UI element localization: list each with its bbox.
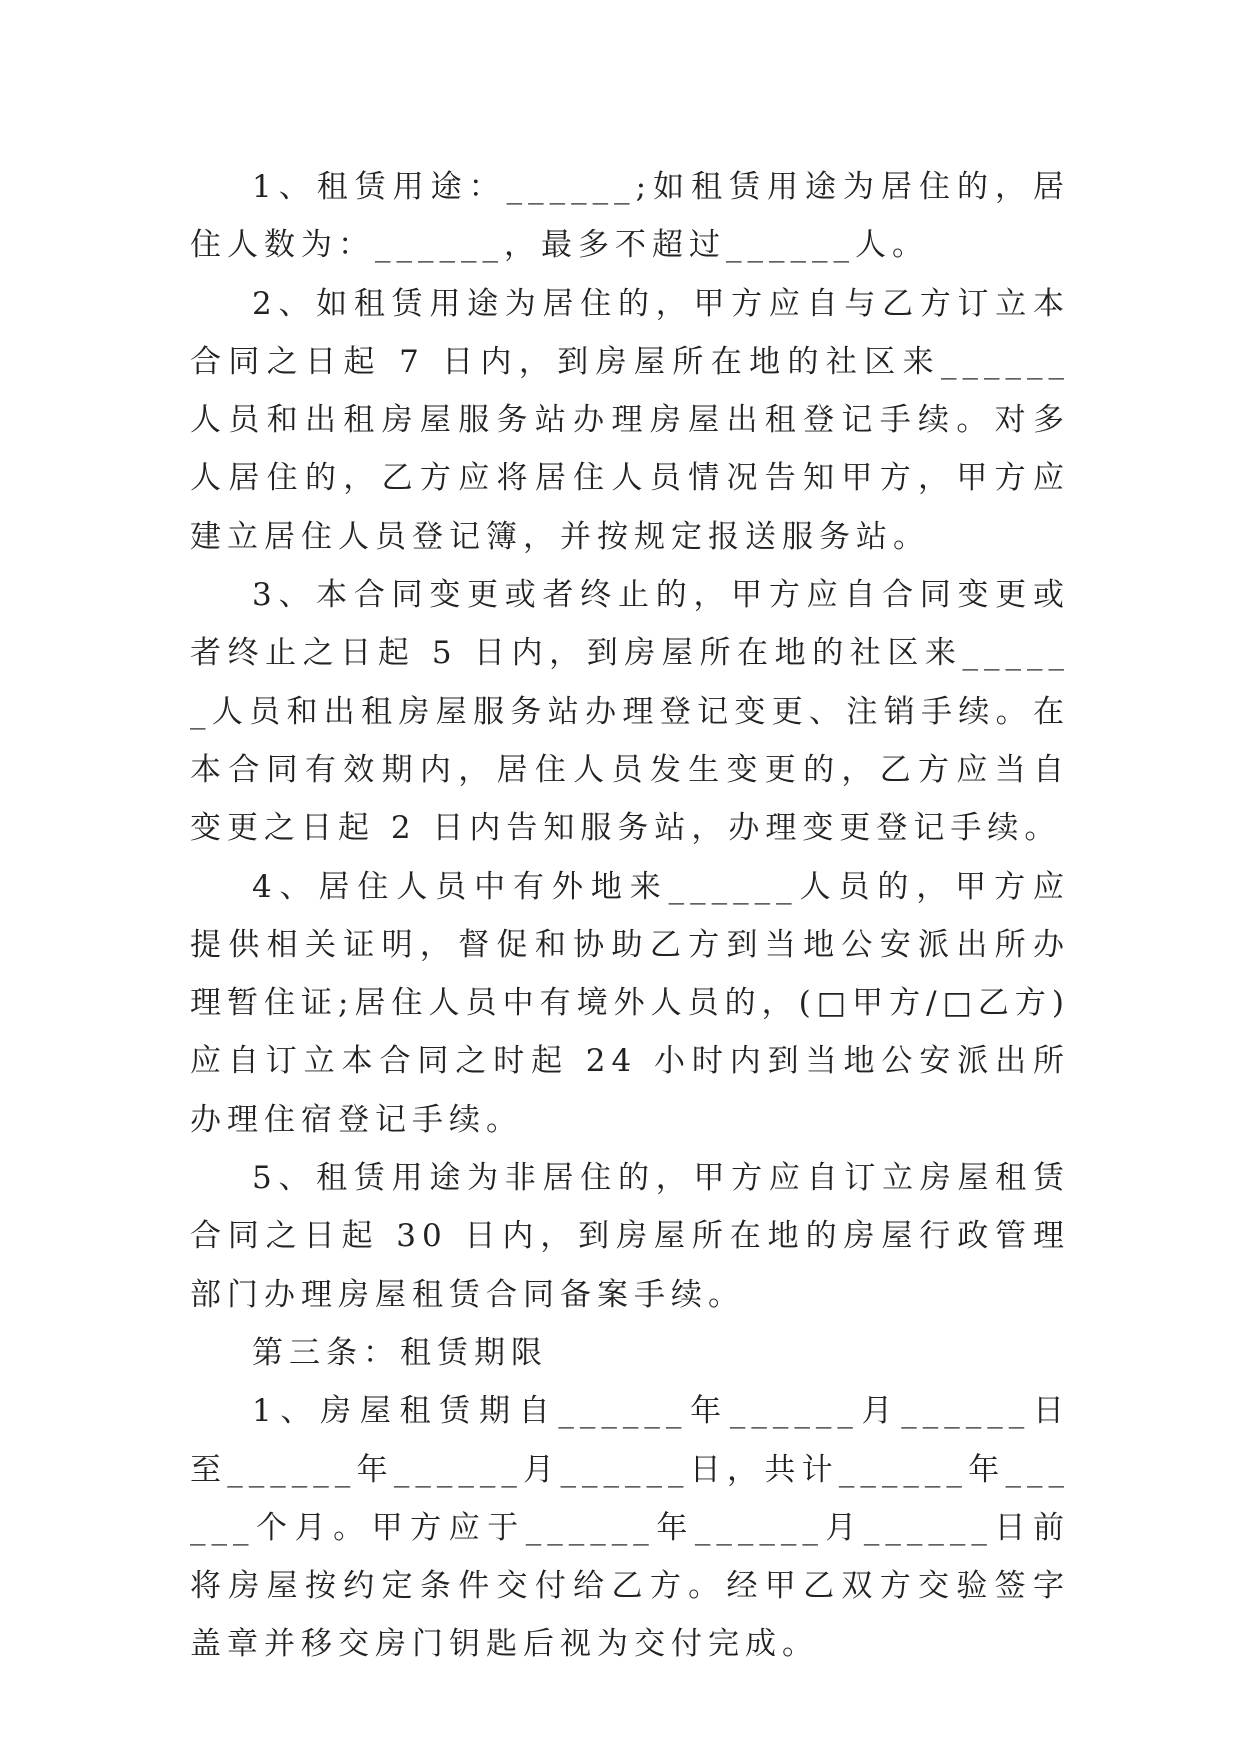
section-heading: 第三条：租赁期限 xyxy=(252,1334,548,1371)
document-body xyxy=(190,158,1070,1674)
term-paragraph: 1、房屋租赁期自______年______月______日至______年______月______日，共计______年______个月。甲方应于______年______月______日前将房屋按约定条件交付给乙方。经甲乙双方交验签字盖章并移交房门钥匙后视为交付完成。 xyxy=(190,1393,1070,1663)
clause-paragraph-3: 3、本合同变更或者终止的，甲方应自合同变更或者终止之日起 5 日内，到房屋所在地的社区来______人员和出租房屋服务站办理登记变更、注销手续。在本合同有效期内，居住人员发生变更的，乙方应当自变更之日起 2 日内告知服务站，办理变更登记手续。 xyxy=(190,577,1070,847)
clause-paragraph-5: 5、租赁用途为非居住的，甲方应自订立房屋租赁合同之日起 30 日内，到房屋所在地的房屋行政管理部门办理房屋租赁合同备案手续。 xyxy=(190,1160,1070,1313)
clause-paragraph-2: 2、如租赁用途为居住的，甲方应自与乙方订立本合同之日起 7 日内，到房屋所在地的社区来______人员和出租房屋服务站办理房屋出租登记手续。对多人居住的，乙方应将居住人员情况告知甲方，甲方应建立居住人员登记簿，并按规定报送服务站。 xyxy=(190,285,1070,555)
clause-paragraph-1: 1、租赁用途：______;如租赁用途为居住的，居住人数为：______，最多不超过______人。 xyxy=(190,169,1070,264)
clause-paragraph-4: 4、居住人员中有外地来______人员的，甲方应提供相关证明，督促和协助乙方到当地公安派出所办理暂住证;居住人员中有境外人员的，(□甲方/□乙方)应自订立本合同之时起 24 小时内到当地公安派出所办理住宿登记手续。 xyxy=(190,868,1070,1138)
